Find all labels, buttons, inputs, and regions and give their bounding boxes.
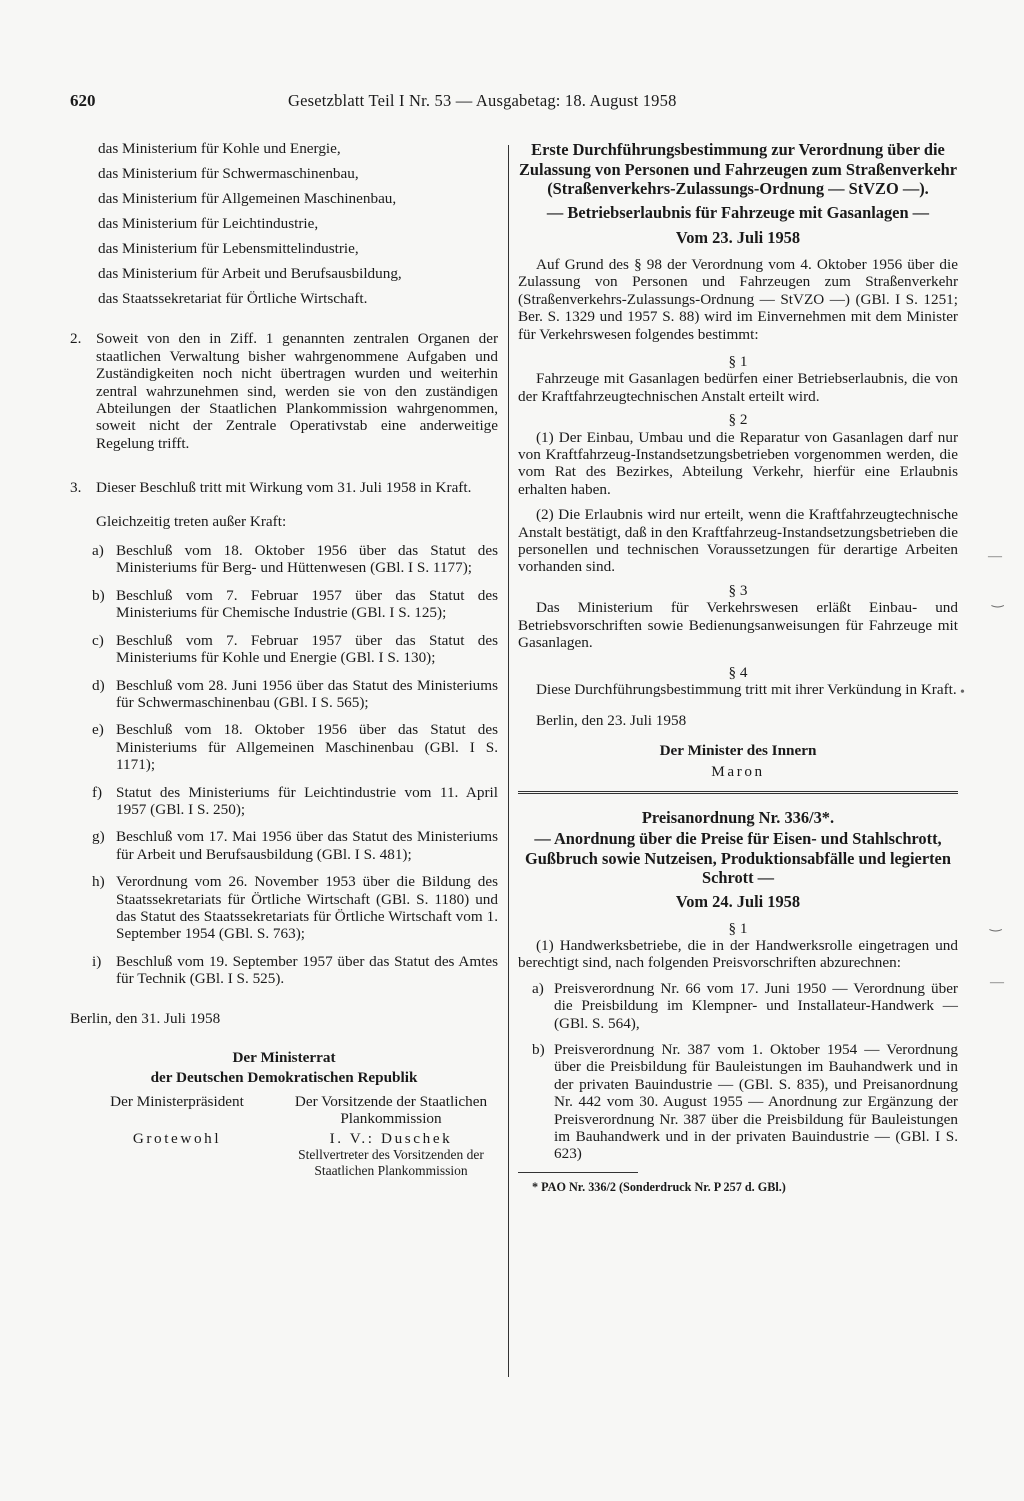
section-text: Fahrzeuge mit Gasanlagen bedürfen einer Betriebserlaubnis, die von der Kraftfahrzeugtechnischen Anstalt erteilt wird. bbox=[518, 370, 958, 405]
repeal-item: b) Beschluß vom 7. Februar 1957 über das Statut des Ministeriums für Chemische Industrie (GBl. I S. 125); bbox=[92, 586, 498, 622]
right-column bbox=[518, 140, 958, 1196]
paragraph-number: 3. bbox=[70, 479, 82, 497]
ministry-item: das Ministerium für Schwermaschinenbau, bbox=[98, 165, 359, 182]
regulation-subtitle: — Betriebserlaubnis für Fahrzeuge mit Gasanlagen — bbox=[546, 202, 930, 222]
signature-block bbox=[70, 1093, 498, 1178]
repeal-item: a) Beschluß vom 18. Oktober 1956 über das Statut des Ministeriums für Berg- und Hüttenwesen (GBl. I S. 1177); bbox=[92, 542, 498, 577]
section-heading: § 4 bbox=[728, 663, 748, 681]
left-column bbox=[70, 140, 498, 1178]
minister-title: Der Minister des Innern bbox=[659, 741, 817, 759]
price-order-subtitle: — Anordnung über die Preise für Eisen- und Stahlschrott, Gußbruch sowie Nutzeisen, Produktionsabfälle und legierten Schrott — bbox=[525, 829, 951, 888]
margin-mark: — bbox=[990, 975, 1004, 990]
ministry-item: das Ministerium für Leichtindustrie, bbox=[98, 215, 319, 232]
repeal-item: f) Statut des Ministeriums für Leichtindustrie vom 11. April 1957 (GBl. I S. 250); bbox=[92, 783, 498, 818]
ministry-item: das Staatssekretariat für Örtliche Wirtschaft. bbox=[98, 290, 368, 307]
regulation-title: Erste Durchführungsbestimmung zur Verordnung über die Zulassung von Personen und Fahrzeugen zum Straßenverkehr (Straßenverkehrs-Zulassungs-Ordnung — StVZO —). bbox=[518, 140, 958, 199]
section-heading: § 1 bbox=[728, 919, 748, 937]
repeal-intro: Gleichzeitig treten außer Kraft: bbox=[96, 512, 287, 530]
council-title: Der Ministerrat bbox=[232, 1049, 336, 1066]
paragraph-number: 2. bbox=[70, 330, 82, 348]
repeal-item: i) Beschluß vom 19. September 1957 über das Statut des Amtes für Technik (GBl. I S. 525). bbox=[92, 952, 498, 988]
ministry-item: das Ministerium für Kohle und Energie, bbox=[98, 140, 341, 157]
section-text: Das Ministerium für Verkehrswesen erläßt Einbau- und Betriebsvorschriften sowie Bedienungsanweisungen für Fahrzeuge mit Gasanlagen. bbox=[518, 599, 958, 652]
section-separator bbox=[518, 791, 958, 794]
signer-name: Grotewohl bbox=[132, 1130, 222, 1148]
repeal-list bbox=[70, 542, 498, 988]
price-order-item: b) Preisverordnung Nr. 387 vom 1. Oktober 1954 — Verordnung über die Preisbildung für Bauleistungen im Bauhandwerk und in der privaten Bauindustrie — (GBl. S. 835), und Preisanordnung Nr. 442 vom 30. August 1955 — Anordnung zur Ergänzung der Preisverordnung Nr. 387 über die Preisbildung für Bauleistungen im Bauhandwerk und in der privaten Bauindustrie — (GBl. I S. 623) bbox=[532, 1040, 958, 1163]
place-date: Berlin, den 31. Juli 1958 bbox=[70, 1009, 221, 1027]
header-title: Gesetzblatt Teil I Nr. 53 — Ausgabetag: 18. August 1958 bbox=[288, 91, 677, 110]
repeal-item: c) Beschluß vom 7. Februar 1957 über das Statut des Ministeriums für Kohle und Energie (GBl. I S. 130); bbox=[92, 631, 498, 667]
section-text: (2) Die Erlaubnis wird nur erteilt, wenn die Kraftfahrzeugtechnische Anstalt bestätigt, daß in den Kraftfahrzeug-Instandsetzungsbetrieben die personellen und technischen Voraussetzungen für derartige Arbeiten vorhanden sind. bbox=[518, 506, 958, 576]
repeal-item: e) Beschluß vom 18. Oktober 1956 über das Statut des Ministeriums für Allgemeinen Maschinenbau (GBl. I S. 1171); bbox=[92, 721, 498, 774]
price-order-item: a) Preisverordnung Nr. 66 vom 17. Juni 1950 — Verordnung über die Preisbildung im Klempner- und Installateur-Handwerk — (GBl. S. 564), bbox=[532, 979, 958, 1032]
repeal-item: h) Verordnung vom 26. November 1953 über die Bildung des Staatssekretariats für Örtliche Wirtschaft (GBl. S. 1180) und das Statut des Staatssekretariats für Örtliche Wirtschaft vom 1. September 1954 (GBl. S. 763); bbox=[92, 873, 498, 943]
signer-title: Der Ministerpräsident bbox=[110, 1092, 244, 1110]
paragraph-3 bbox=[70, 479, 498, 496]
margin-mark: ‿ bbox=[990, 917, 1002, 932]
margin-mark: • bbox=[960, 685, 965, 700]
paragraph-2 bbox=[70, 330, 498, 452]
section-text: (1) Handwerksbetriebe, die in der Handwerksrolle eingetragen und berechtigt sind, nach folgenden Preisvorschriften abzurechnen: bbox=[518, 936, 958, 972]
price-order-date: Vom 24. Juli 1958 bbox=[675, 891, 801, 911]
page-number: 620 bbox=[70, 91, 96, 110]
section-heading: § 3 bbox=[728, 581, 748, 599]
section-heading: § 2 bbox=[728, 411, 748, 429]
repeal-item: d) Beschluß vom 28. Juni 1956 über das Statut des Ministeriums für Schwermaschinenbau (GBl. I S. 565); bbox=[92, 676, 498, 711]
repeal-item: g) Beschluß vom 17. Mai 1956 über das Statut des Ministeriums für Arbeit und Berufsausbildung (GBl. I S. 481); bbox=[92, 828, 498, 863]
regulation-date: Vom 23. Juli 1958 bbox=[675, 228, 801, 248]
place-date: Berlin, den 23. Juli 1958 bbox=[536, 712, 687, 730]
minister-name: Maron bbox=[711, 763, 765, 781]
section-text: Diese Durchführungsbestimmung tritt mit ihrer Verkündung in Kraft. bbox=[536, 680, 957, 698]
footnote-rule bbox=[518, 1172, 638, 1173]
ministry-item: das Ministerium für Allgemeinen Maschinenbau, bbox=[98, 190, 397, 207]
preamble: Auf Grund des § 98 der Verordnung vom 4. Oktober 1956 über die Zulassung von Personen und Fahrzeugen zum Straßenverkehr (Straßenverkehrs-Zulassungs-Ordnung — StVZO —) (GBl. I S. 1251; Ber. S. 1329 und 1957 S. 88) wird im Einvernehmen mit dem Minister für Verkehrswesen folgendes bestimmt: bbox=[518, 255, 958, 343]
signer-name: I. V.: Duschek bbox=[329, 1129, 453, 1147]
page-header bbox=[70, 92, 950, 114]
signer-role: Stellvertreter des Vorsitzenden der Staatlichen Plankommission bbox=[298, 1147, 484, 1178]
paragraph-text: Dieser Beschluß tritt mit Wirkung vom 31. Juli 1958 in Kraft. bbox=[96, 479, 472, 497]
footnote: * PAO Nr. 336/2 (Sonderdruck Nr. P 257 d. GBl.) bbox=[532, 1179, 786, 1194]
margin-mark: ‿ bbox=[992, 593, 1004, 608]
ministry-item: das Ministerium für Lebensmittelindustrie, bbox=[98, 240, 359, 257]
signature-right bbox=[284, 1093, 498, 1178]
signature-left bbox=[70, 1093, 284, 1178]
paragraph-text: Soweit von den in Ziff. 1 genannten zentralen Organen der staatlichen Verwaltung bisher wahrgenommene Aufgaben und Zuständigkeiten noch nicht übertragen wurden und weiterhin zentral wahrzunehmen sind, werden sie von den zuständigen Abteilungen der Staatlichen Plankommission wahrgenommen, soweit nicht der Zentrale Operativstab eine anderweitige Regelung trifft. bbox=[96, 330, 498, 452]
section-text: (1) Der Einbau, Umbau und die Reparatur von Gasanlagen darf nur von Kraftfahrzeug-Instandsetzungsbetrieben vorgenommen werden, die vom Rat des Bezirkes, Abteilung Verkehr, hierfür eine Erlaubnis erhalten haben. bbox=[518, 428, 958, 498]
ministry-item: das Ministerium für Arbeit und Berufsausbildung, bbox=[98, 265, 402, 282]
price-order-title: Preisanordnung Nr. 336/3*. bbox=[641, 807, 835, 827]
column-divider bbox=[508, 145, 509, 1377]
margin-mark: — bbox=[988, 549, 1002, 564]
council-subtitle: der Deutschen Demokratischen Republik bbox=[150, 1069, 418, 1087]
ministry-list bbox=[70, 140, 498, 307]
price-order-list bbox=[518, 980, 958, 1163]
signer-title: Der Vorsitzende der Staatlichen Plankommission bbox=[294, 1092, 488, 1128]
section-heading: § 1 bbox=[728, 353, 748, 370]
